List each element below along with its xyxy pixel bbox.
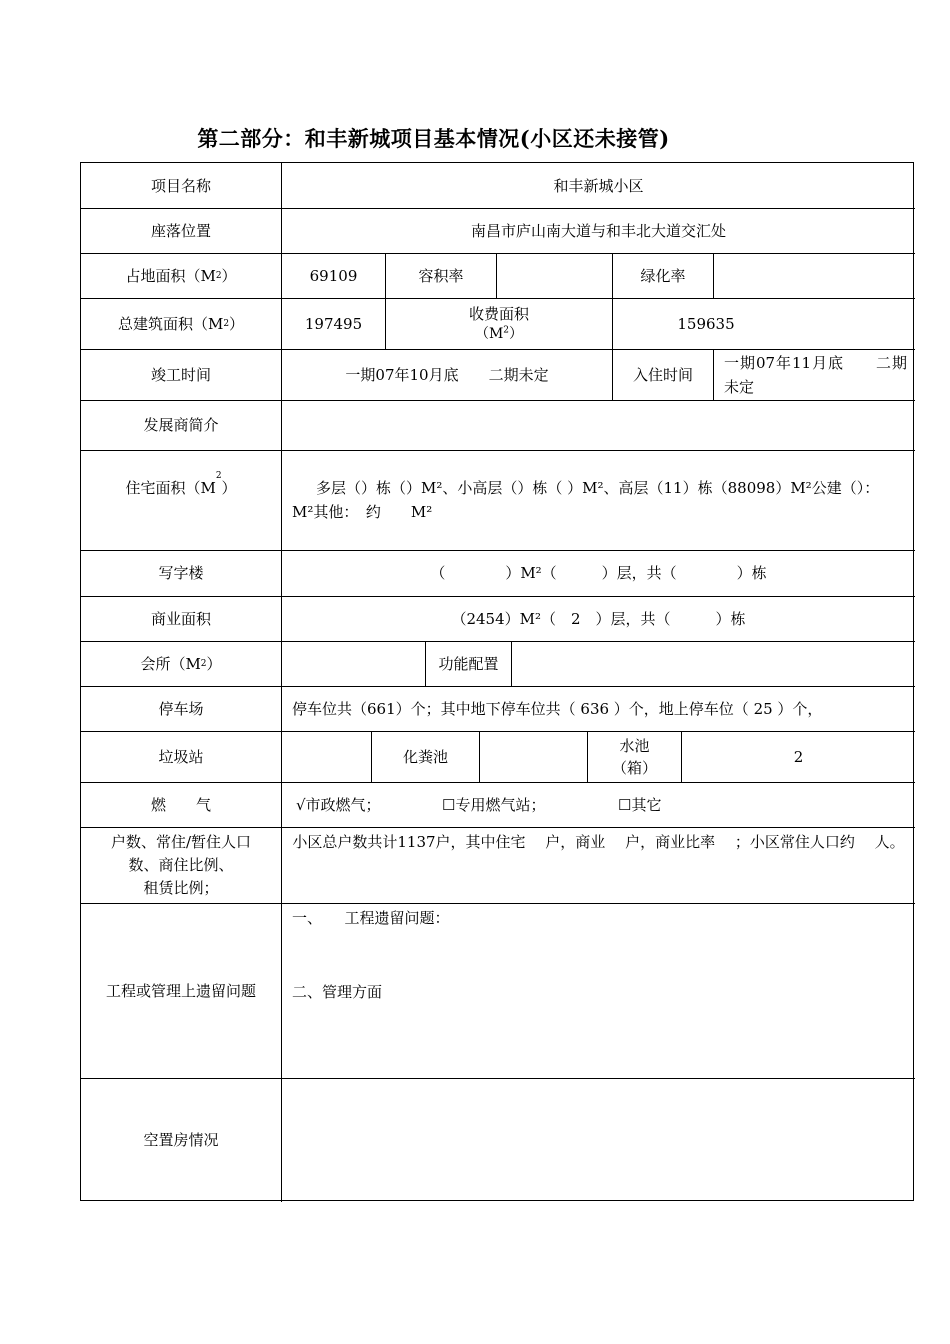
parking-label: 停车场: [158, 699, 204, 718]
building-area-value: 197495: [304, 314, 363, 333]
plot-ratio-label: 容积率: [418, 266, 464, 285]
residential-label: 住宅面积（M 2 ）: [125, 471, 237, 497]
land-area-label: 占地面积（M 2 ）: [125, 266, 237, 285]
project-name-value: 和丰新城小区: [553, 176, 644, 195]
gas-options: [282, 782, 915, 827]
households-value: 小区总户数共计1137户，其中住宅 户，商业 户，商业比率 ；小区常住人口约 人。: [292, 833, 905, 851]
issue-engineering: 一、 工程遗留问题：: [292, 909, 450, 927]
developer-value: [282, 400, 915, 450]
water-tank-label: 水池 （箱）: [611, 736, 657, 777]
garbage-label: 垃圾站: [158, 747, 204, 766]
commercial-value: （2454）M²（ 2 ）层，共（ ）栋: [451, 609, 746, 628]
page-title: 第二部分：和丰新城项目基本情况(小区还未接管): [197, 126, 670, 151]
green-ratio-label: 绿化率: [640, 266, 686, 285]
land-area-value: 69109: [309, 266, 358, 285]
move-in-label: 入住时间: [632, 365, 693, 384]
office-value: （ ）M²（ ）层，共（ ）栋: [430, 564, 767, 582]
plot-ratio-value: [497, 253, 612, 298]
gas-option-dedicated: ☐专用燃气站；: [442, 795, 546, 814]
location-label: 座落位置: [150, 221, 211, 240]
move-in-value: 一期07年11月底 二期未定: [724, 353, 907, 396]
completion-label: 竣工时间: [150, 365, 211, 384]
gas-option-other: ☐其它: [618, 795, 662, 814]
issue-management: 二、管理方面: [292, 983, 383, 1001]
clubhouse-label: 会所（M 2 ）: [140, 654, 222, 673]
issues-value: [282, 903, 915, 1078]
function-value: [512, 641, 915, 686]
location-value: 南昌市庐山南大道与和丰北大道交汇处: [470, 221, 726, 240]
green-ratio-value: [714, 253, 915, 298]
developer-label: 发展商简介: [143, 416, 219, 434]
residential-value: 多层（）栋（）M²、小高层（）栋（ ）M²、高层（11）栋（88098）M²公建（）： M²其他： 约 M²: [292, 479, 887, 521]
info-table: [80, 162, 914, 1201]
households-label: 户数、常住/暂住人口 数、商住比例、 租赁比例；: [110, 832, 252, 897]
issues-label: 工程或管理上遗留问题: [105, 981, 256, 1000]
building-area-label: 总建筑面积（M 2 ）: [117, 314, 245, 333]
completion-value: 一期07年10月底 二期未定: [345, 365, 549, 384]
septic-label: 化粪池: [402, 747, 448, 766]
gas-label: 燃 气: [150, 795, 211, 814]
commercial-label: 商业面积: [150, 609, 211, 628]
water-tank-value: 2: [793, 747, 804, 766]
function-label: 功能配置: [438, 654, 499, 673]
parking-value: 停车位共（661）个；其中地下停车位共（ 636 ）个，地上停车位（ 25 ）个，: [292, 699, 823, 718]
garbage-value: [282, 731, 371, 782]
clubhouse-value: [282, 641, 425, 686]
septic-value: [480, 731, 587, 782]
vacant-label: 空置房情况: [143, 1131, 219, 1149]
gas-option-municipal: √市政燃气；: [296, 795, 381, 814]
charge-area-label: 收费面积 $(M^2)$: [468, 304, 529, 342]
project-name-label: 项目名称: [150, 176, 211, 195]
office-label: 写字楼: [158, 564, 204, 582]
charge-area-value: 159635: [677, 314, 735, 333]
vacant-value: [282, 1078, 915, 1202]
